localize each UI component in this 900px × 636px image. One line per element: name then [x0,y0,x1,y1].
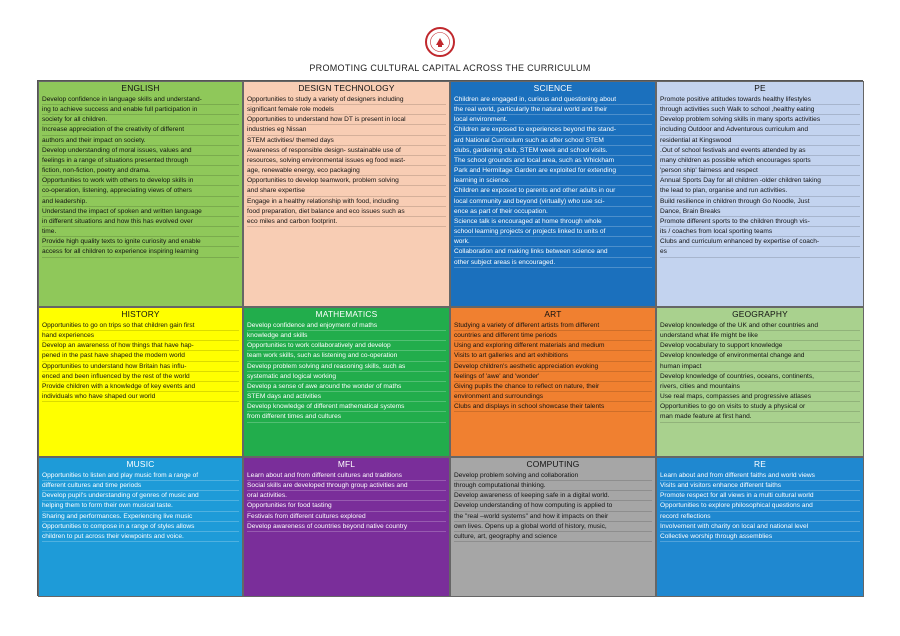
subject-point: Children are engaged in, curious and questioning about [454,95,652,105]
subject-title: MATHEMATICS [315,309,378,319]
subject-point: significant female role models [247,105,446,115]
subject-point: Sharing and performances. Experiencing live music [42,512,239,522]
subject-points [454,471,652,542]
subject-point: Opportunities to go on trips so that children gain first [42,321,239,331]
subject-point: access for all children to experience inspiring learning [42,247,239,257]
subject-point: ard National Curriculum such as after school STEM [454,136,652,146]
subject-cell-science [450,81,656,307]
subject-point: Develop problem solving and collaboration [454,471,652,481]
subject-points [42,95,239,258]
subject-point: Annual Sports Day for all children -older children taking [660,176,860,186]
subject-points [42,321,239,402]
subject-point: food preparation, diet balance and eco issues such as [247,207,446,217]
subject-title: DESIGN TECHNOLOGY [298,83,395,93]
subject-cell-mfl [243,457,450,597]
subject-points [660,321,860,423]
subject-point: systematic and logical working [247,372,446,382]
subject-point: team work skills, such as listening and co-operation [247,351,446,361]
subject-point: Opportunities to study a variety of designers including [247,95,446,105]
subject-title: ENGLISH [121,83,160,93]
subject-point: Visits and visitors enhance different faiths [660,481,860,491]
subject-point: resources, solving environmental issues eg food wast- [247,156,446,166]
subject-point: Opportunities to understand how DT is present in local [247,115,446,125]
subject-point: through computational thinking. [454,481,652,491]
subject-point: co-operation, listening, appreciating views of others [42,186,239,196]
subject-point: Opportunities to work collaboratively and develop [247,341,446,351]
subject-points [42,471,239,542]
subject-point: Develop problem solving and reasoning skills, such as [247,362,446,372]
subject-point: Promote respect for all views in a multi cultural world [660,491,860,501]
subject-point: Opportunities to explore philosophical questions and [660,501,860,511]
subject-point: Develop awareness of keeping safe in a digital world. [454,491,652,501]
subject-point: rivers, cities and mountains [660,382,860,392]
subject-point: Using and exploring different materials and medium [454,341,652,351]
subject-points [660,95,860,258]
subject-point: the real world, particularly the natural world and their [454,105,652,115]
subject-point: STEM days and activities [247,392,446,402]
subject-point: helping them to form their own musical taste. [42,501,239,511]
subject-point: pened in the past have shaped the modern world [42,351,239,361]
subject-point: Opportunities to understand how Britain has influ- [42,362,239,372]
subject-point: Children are exposed to experiences beyond the stand- [454,125,652,135]
subject-point: Opportunities to develop teamwork, problem solving [247,176,446,186]
subject-point: society for all children. [42,115,239,125]
subject-point: Festivals from different cultures explored [247,512,446,522]
subject-point: Develop knowledge of different mathematical systems [247,402,446,412]
subject-point: Increase appreciation of the creativity of different [42,125,239,135]
page-title: PROMOTING CULTURAL CAPITAL ACROSS THE CURRICULUM [309,63,591,73]
subject-point: enced and been influenced by the rest of the world [42,372,239,382]
subject-point: Develop knowledge of countries, oceans, continents, [660,372,860,382]
subject-point: Understand the impact of spoken and written language [42,207,239,217]
subject-point: Learn about and from different faiths and world views [660,471,860,481]
subject-cell-computing [450,457,656,597]
subject-point: Provide high quality texts to ignite curiosity and enable [42,237,239,247]
subject-point: Children are exposed to parents and other adults in our [454,186,652,196]
subject-point: Develop awareness of countries beyond native country [247,522,446,532]
subject-point: Science talk is encouraged at home through whole [454,217,652,227]
subject-point: Provide children with a knowledge of key events and [42,382,239,392]
subject-point: fiction, non-fiction, poetry and drama. [42,166,239,176]
subject-point: 'person ship' fairness and respect [660,166,860,176]
subject-point: authors and their impact on society. [42,136,239,146]
subject-point: Learn about and from different cultures and traditions [247,471,446,481]
subject-title: COMPUTING [526,459,580,469]
subject-point: Use real maps, compasses and progressive atlases [660,392,860,402]
subject-point: es [660,247,860,257]
subject-point: the lead to plan, organise and run activities. [660,186,860,196]
subject-point: Collective worship through assemblies [660,532,860,542]
subject-point: Develop an awareness of how things that have hap- [42,341,239,351]
subject-point: Promote different sports to the children through vis- [660,217,860,227]
subject-point: Involvement with charity on local and national level [660,522,860,532]
subject-point: culture, art, geography and science [454,532,652,542]
subject-point: Build resilience in children through Go Noodle, Just [660,197,860,207]
subject-point: Develop children's aesthetic appreciation evoking [454,362,652,372]
subject-point: Visits to art galleries and art exhibitions [454,351,652,361]
subject-cell-english [38,81,243,307]
subject-point: oral activities. [247,491,446,501]
subject-point: many children as possible which encourages sports [660,156,860,166]
subject-point: eco miles and carbon footprint. [247,217,446,227]
subject-point: different cultures and time periods [42,481,239,491]
subject-point: Park and Hermitage Garden are exploited for extending [454,166,652,176]
subject-point: in different situations and how this has evolved over [42,217,239,227]
subject-point: other subject areas is encouraged. [454,258,652,268]
subject-point: Develop confidence and enjoyment of maths [247,321,446,331]
subject-point: Develop understanding of moral issues, values and [42,146,239,156]
school-logo [425,27,455,57]
subject-cell-mathematics [243,307,450,457]
subject-point: .Out of school festivals and events attended by as [660,146,860,156]
subject-points [247,471,446,532]
subject-title: SCIENCE [533,83,573,93]
subject-point: own lives. Opens up a global world of history, music, [454,522,652,532]
subject-point: Opportunities to go on visits to study a physical or [660,402,860,412]
subject-point: Awareness of responsible design- sustainable use of [247,146,446,156]
subject-title: MFL [337,459,356,469]
subject-point: Opportunities to compose in a range of styles allows [42,522,239,532]
subject-point: Opportunities to listen and play music from a range of [42,471,239,481]
subject-cell-music [38,457,243,597]
subject-point: Develop knowledge of the UK and other countries and [660,321,860,331]
subject-points [247,95,446,227]
subject-point: Develop confidence in language skills and understand- [42,95,239,105]
subject-point: children to put across their viewpoints and voice. [42,532,239,542]
subject-point: Clubs and curriculum enhanced by expertise of coach- [660,237,860,247]
subject-cell-art [450,307,656,457]
subject-point: Dance, Brain Breaks [660,207,860,217]
subject-point: human impact [660,362,860,372]
subject-point: industries eg Nissan [247,125,446,135]
subject-points [454,321,652,412]
subject-point: ing to achieve success and enable full participation in [42,105,239,115]
subject-title: RE [753,459,767,469]
subject-point: Develop a sense of awe around the wonder of maths [247,382,446,392]
subject-point: individuals who have shaped our world [42,392,239,402]
subject-point: man made feature at first hand. [660,412,860,422]
subject-point: work. [454,237,652,247]
subject-points [247,321,446,423]
subject-point: and leadership. [42,197,239,207]
subject-cell-re [656,457,864,597]
subject-point: Studying a variety of different artists from different [454,321,652,331]
subject-point: local environment. [454,115,652,125]
subject-point: feelings in a range of situations presented through [42,156,239,166]
subject-point: Engage in a healthy relationship with food, including [247,197,446,207]
subject-point: Giving pupils the chance to reflect on nature, their [454,382,652,392]
subject-point: age, renewable energy, eco packaging [247,166,446,176]
curriculum-grid [37,80,863,596]
subject-point: Collaboration and making links between science and [454,247,652,257]
subject-cell-geography [656,307,864,457]
subject-point: residential at Kingswood [660,136,860,146]
subject-point: record reflections [660,512,860,522]
subject-point: local community and beyond (virtually) who use sci- [454,197,652,207]
subject-point: Develop understanding of how computing is applied to [454,501,652,511]
subject-cell-design-technology [243,81,450,307]
subject-point: and share expertise [247,186,446,196]
subject-point: Develop knowledge of environmental change and [660,351,860,361]
subject-point: Develop pupil's understanding of genres of music and [42,491,239,501]
subject-point: hand experiences [42,331,239,341]
subject-point: including Outdoor and Adventurous curriculum and [660,125,860,135]
subject-point: Develop problem solving skills in many sports activities [660,115,860,125]
subject-point: its / coaches from local sporting teams [660,227,860,237]
subject-point: feelings of 'awe' and 'wonder' [454,372,652,382]
subject-title: HISTORY [121,309,160,319]
subject-point: time. [42,227,239,237]
subject-point: school learning projects or projects linked to units of [454,227,652,237]
subject-point: Promote positive attitudes towards healthy lifestyles [660,95,860,105]
subject-title: MUSIC [126,459,155,469]
subject-point: environment and surroundings [454,392,652,402]
subject-title: GEOGRAPHY [732,309,788,319]
subject-cell-pe [656,81,864,307]
subject-point: through activities such Walk to school ,healthy eating [660,105,860,115]
subject-point: knowledge and skills [247,331,446,341]
subject-point: understand what life might be like [660,331,860,341]
subject-title: ART [544,309,562,319]
subject-point: learning in science. [454,176,652,186]
subject-point: ence as part of their occupation. [454,207,652,217]
subject-points [454,95,652,268]
subject-point: The school grounds and local area, such as Whickham [454,156,652,166]
logo-emblem-icon [427,29,453,55]
subject-point: Develop vocabulary to support knowledge [660,341,860,351]
subject-point: the "real –world systems" and how it impacts on their [454,512,652,522]
subject-point: from different times and cultures [247,412,446,422]
subject-point: clubs, gardening club, STEM week and school visits. [454,146,652,156]
subject-point: STEM activities/ themed days [247,136,446,146]
subject-title: PE [754,83,766,93]
subject-point: Social skills are developed through group activities and [247,481,446,491]
subject-point: countries and different time periods [454,331,652,341]
subject-point: Opportunities for food tasting [247,501,446,511]
subject-cell-history [38,307,243,457]
subject-point: Opportunities to work with others to develop skills in [42,176,239,186]
subject-point: Clubs and displays in school showcase their talents [454,402,652,412]
subject-points [660,471,860,542]
